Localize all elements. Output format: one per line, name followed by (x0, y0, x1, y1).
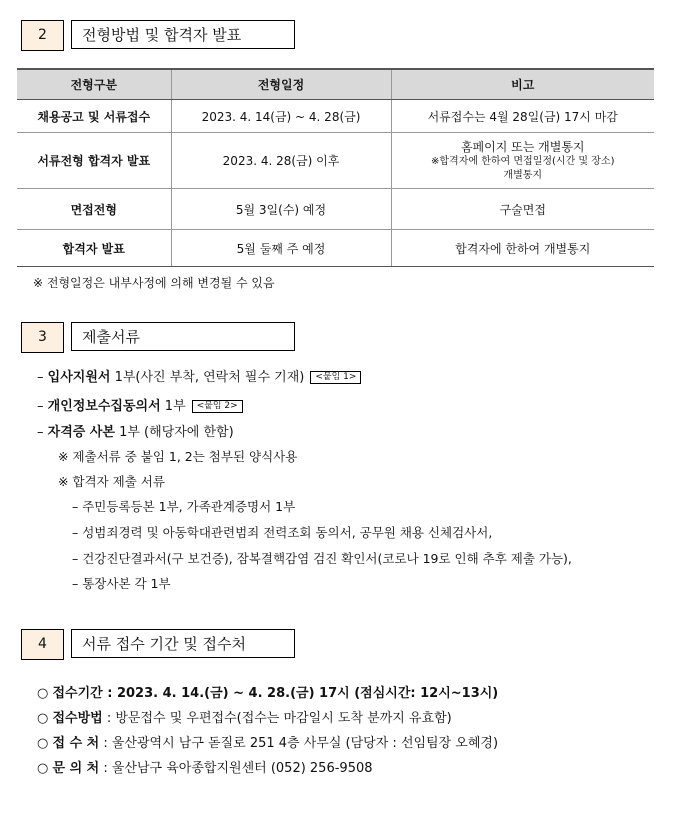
document-name: 개인정보수집동의서 (47, 399, 161, 414)
document-item (37, 395, 243, 414)
item-label: 접수기간 (52, 686, 103, 701)
category-cell: 서류전형 합격자 발표 (17, 133, 171, 189)
item-value: : 2023. 4. 14.(금) ~ 4. 28.(금) 17시 (점심시간: 12시~13시) (102, 686, 499, 701)
table-row (17, 100, 654, 133)
item-value: : 울산남구 육아종합지원센터 (052) 256-9508 (99, 761, 373, 776)
section-number: 4 (21, 629, 64, 660)
table-row (17, 133, 654, 189)
column-header: 전형일정 (171, 69, 391, 100)
submission-method (37, 707, 452, 726)
category-cell: 채용공고 및 서류접수 (17, 100, 171, 133)
section-title: 서류 접수 기간 및 접수처 (71, 629, 295, 658)
document-item (37, 421, 234, 440)
section-number: 2 (21, 20, 64, 51)
table-header-row (17, 69, 654, 100)
table-row (17, 230, 654, 267)
section-number: 3 (21, 322, 64, 353)
section-title: 제출서류 (71, 322, 295, 351)
required-document-item: – 주민등록등본 1부, 가족관계증명서 1부 (72, 499, 296, 514)
dash: – (37, 370, 44, 385)
document-name: 자격증 사본 (47, 425, 115, 440)
schedule-footnote: ※ 전형일정은 내부사정에 의해 변경될 수 있음 (33, 276, 275, 290)
category-cell: 면접전형 (17, 189, 171, 230)
note-cell (391, 133, 654, 189)
column-header: 비고 (391, 69, 654, 100)
note-sub: ※합격자에 한하여 면접일정(시간 및 장소) (431, 155, 615, 167)
schedule-cell: 2023. 4. 28(금) 이후 (171, 133, 391, 189)
schedule-cell: 5월 둘째 주 예정 (171, 230, 391, 267)
circle-bullet-icon: ○ (37, 686, 49, 701)
required-document-item: – 건강진단결과서(구 보건증), 잠복결핵감염 검진 확인서(코로나 19로 인해 추후 제출 가능), (72, 551, 572, 566)
note-main: 홈페이지 또는 개별통지 (460, 139, 585, 154)
section-title: 전형방법 및 합격자 발표 (71, 20, 295, 49)
schedule-cell: 5월 3일(수) 예정 (171, 189, 391, 230)
circle-bullet-icon: ○ (37, 711, 49, 726)
attachment-tag: <붙임 2> (192, 400, 243, 413)
document-name: 입사지원서 (47, 370, 111, 385)
item-label: 접 수 처 (52, 736, 100, 751)
document-desc: 1부 (해당자에 한함) (114, 425, 234, 440)
required-document-item: – 통장사본 각 1부 (72, 576, 171, 591)
required-document-item: – 성범죄경력 및 아동학대관련범죄 전력조회 동의서, 공무원 채용 신체검사서, (72, 525, 493, 540)
circle-bullet-icon: ○ (37, 761, 49, 776)
note-cell: 합격자에 한하여 개별통지 (391, 230, 654, 267)
inquiry-contact (37, 757, 373, 776)
column-header: 전형구분 (17, 69, 171, 100)
item-value: : 방문접수 및 우편접수(접수는 마감일시 도착 분까지 유효함) (102, 711, 452, 726)
schedule-cell: 2023. 4. 14(금) ~ 4. 28(금) (171, 100, 391, 133)
circle-bullet-icon: ○ (37, 736, 49, 751)
document-item (37, 366, 361, 385)
note-sub: 개별통지 (503, 169, 543, 181)
form-note: ※ 제출서류 중 붙임 1, 2는 첨부된 양식사용 (58, 449, 298, 464)
document-desc: 1부(사진 부착, 연락처 필수 기재) (110, 370, 305, 385)
item-label: 문 의 처 (52, 761, 100, 776)
successful-applicant-note: ※ 합격자 제출 서류 (58, 474, 165, 489)
note-cell: 구술면접 (391, 189, 654, 230)
document-desc: 1부 (160, 399, 186, 414)
submission-place (37, 732, 498, 751)
submission-period (37, 682, 498, 701)
dash: – (37, 425, 44, 440)
item-label: 접수방법 (52, 711, 103, 726)
attachment-tag: <붙임 1> (310, 371, 361, 384)
schedule-table (17, 68, 654, 267)
note-cell: 서류접수는 4월 28일(금) 17시 마감 (391, 100, 654, 133)
category-cell: 합격자 발표 (17, 230, 171, 267)
item-value: : 울산광역시 남구 돋질로 251 4층 사무실 (담당자 : 선임팀장 오혜경) (99, 736, 499, 751)
dash: – (37, 399, 44, 414)
table-row (17, 189, 654, 230)
